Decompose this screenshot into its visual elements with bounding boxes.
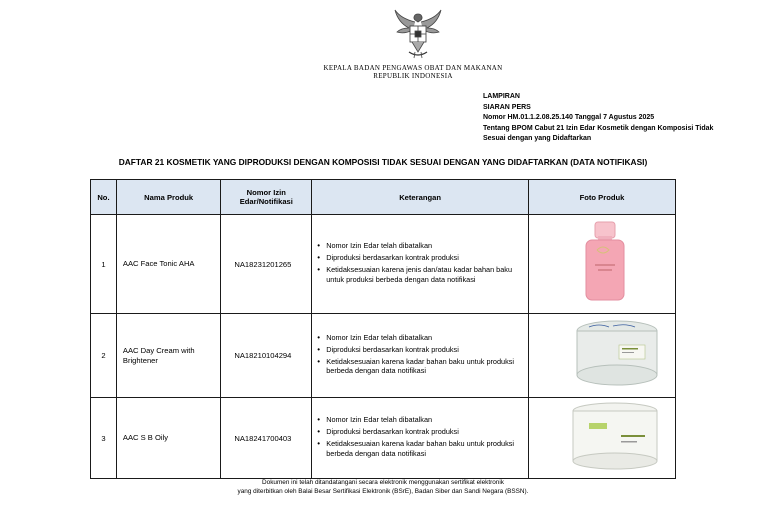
row-number: 3 [91,398,117,479]
product-name: AAC Day Cream with Brightener [116,314,220,398]
subject-line2: Sesuai dengan yang Didaftarkan [483,135,592,142]
day-cream-jar-image [529,317,675,392]
header-reg-line2: Edar/Notifikasi [239,197,293,206]
press-release-label: SIARAN PERS [483,103,531,111]
header-product-name: Nama Produk [116,180,220,215]
note-item: • Ketidaksesuaian karena kadar bahan baku untuk produksi berbeda dengan data notifikasi [326,357,522,377]
note-item: • Diproduksi berdasarkan kontrak produksi [326,253,522,263]
product-name: AAC S B Oily [116,398,220,479]
cosmetics-table [90,179,676,479]
reference-number: Nomor HM.01.1.2.08.25.140 Tanggal 7 Agustus 2025 [483,114,655,121]
header-photo: Foto Produk [528,180,675,215]
face-tonic-bottle-image [529,218,675,308]
footer-line1: Dokumen ini telah ditandatangani secara elektronik menggunakan sertifikat elektronik [262,479,504,486]
subject-line1: Tentang BPOM Cabut 21 Izin Edar Kosmetik dengan Komposisi Tidak [483,124,714,132]
table-row [91,398,676,479]
notes-cell [312,398,529,479]
note-item: • Ketidaksesuaian karena jenis dan/atau kadar bahan baku untuk produksi berbeda dengan data notifikasi [326,265,522,285]
note-item: • Nomor Izin Edar telah dibatalkan [326,415,522,425]
agency-name-line1: KEPALA BADAN PENGAWAS OBAT DAN MAKANAN [323,64,503,72]
registration-number: NA18210104294 [221,314,312,398]
registration-number: NA18241700403 [221,398,312,479]
footer-line2: yang diterbitkan oleh Balai Besar Sertifikasi Elektronik (BSrE), Badan Siber dan Sandi Negara (BSSN). [237,488,529,495]
table-header-row [91,180,676,215]
row-number: 1 [91,215,117,314]
notes-cell [312,314,529,398]
product-photo-cell [528,314,675,398]
header-registration-number [221,180,312,215]
lampiran-label: LAMPIRAN [483,93,520,100]
document-title: DAFTAR 21 KOSMETIK YANG DIPRODUKSI DENGAN KOMPOSISI TIDAK SESUAI DENGAN YANG DIDAFTARKAN (DATA NOTIFIKASI) [118,157,648,167]
header-no: No. [91,180,117,215]
note-item: • Nomor Izin Edar telah dibatalkan [326,241,522,251]
product-photo-cell [528,215,675,314]
note-item: • Nomor Izin Edar telah dibatalkan [326,333,522,343]
product-photo-cell [528,398,675,479]
table-row [91,314,676,398]
product-name: AAC Face Tonic AHA [116,215,220,314]
row-number: 2 [91,314,117,398]
note-item: • Diproduksi berdasarkan kontrak produksi [326,427,522,437]
registration-number: NA18231201265 [221,215,312,314]
header-reg-line1: Nomor Izin [246,188,286,197]
notes-cell [312,215,529,314]
sb-oily-jar-image [529,401,675,473]
table-row [91,215,676,314]
agency-name-line2: REPUBLIK INDONESIA [373,72,453,80]
garuda-emblem-icon [393,8,443,62]
header-notes: Keterangan [312,180,529,215]
lampiran-block [483,92,753,145]
note-item: • Ketidaksesuaian karena kadar bahan baku untuk produksi berbeda dengan data notifikasi [326,439,522,459]
note-item: • Diproduksi berdasarkan kontrak produksi [326,345,522,355]
